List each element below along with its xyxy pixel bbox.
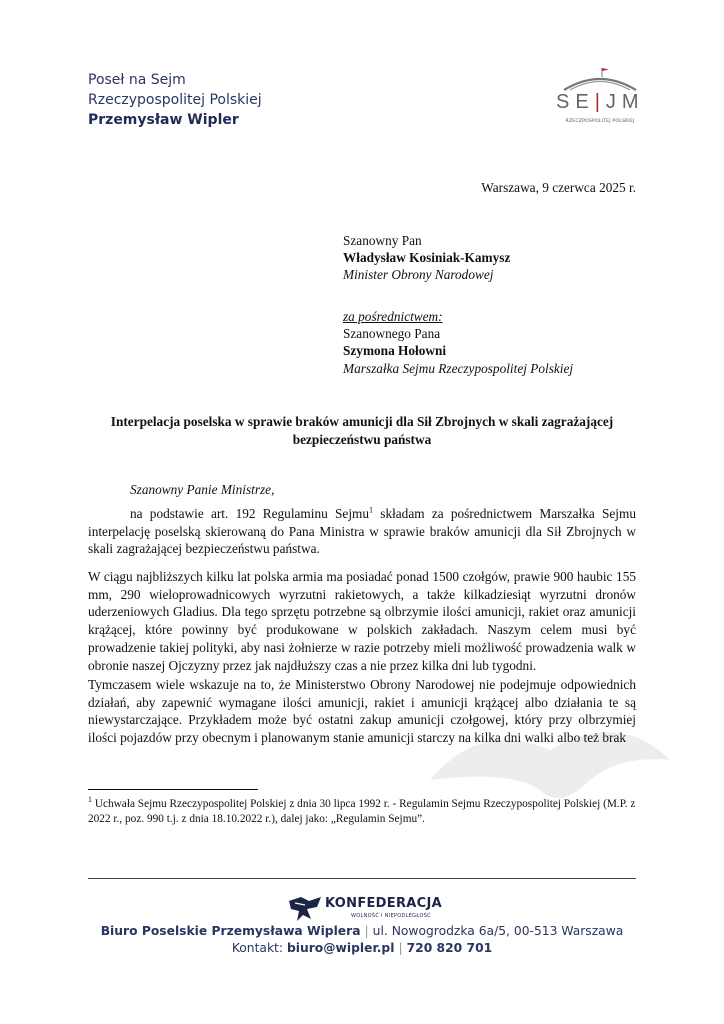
via-greeting: Szanownego Pana bbox=[343, 326, 441, 342]
sejm-building-icon bbox=[556, 64, 644, 94]
recipient-name: Władysław Kosiniak-Kamysz bbox=[343, 250, 511, 266]
konfederacja-name: KONFEDERACJA bbox=[325, 896, 442, 911]
footnote-text: Uchwała Sejmu Rzeczypospolitej Polskiej z dnia 30 lipca 1992 r. - Regulamin Sejmu Rzeczypospolitej Polskiej (M.P. z 2022 r., poz. 990 t.j. z dnia 18.10.2022 r.), dalej jako: „Regulamin Sejmu”. bbox=[88, 798, 636, 825]
sejm-logo bbox=[556, 64, 644, 130]
via-block bbox=[343, 308, 573, 377]
footer-divider bbox=[88, 878, 636, 879]
contact-email-link[interactable]: biuro@wipler.pl bbox=[286, 941, 395, 955]
letter-subject: Interpelacja poselska w sprawie braków amunicji dla Sił Zbrojnych w skali zagrażającej bezpieczeństwu państwa bbox=[110, 414, 614, 447]
body-paragraph-1 bbox=[88, 505, 636, 558]
sender-line-2: Rzeczypospolitej Polskiej bbox=[88, 92, 262, 108]
sejm-logo-subtitle: RZECZPOSPOLITEJ POLSKIEJ bbox=[565, 119, 635, 124]
sejm-letter-m: M bbox=[621, 91, 645, 113]
salutation: Szanowny Panie Ministrze, bbox=[130, 482, 275, 497]
body-paragraph-1-end: składam za pośrednictwem Marszałka Sejmu interpelację poselską skierowaną do Pana Ministra w sprawie braków amunicji dla Sił Zbrojnych w skali zagrażającej bezpieczeństwu państwa. bbox=[88, 506, 636, 557]
footer-separator-1: | bbox=[364, 924, 369, 938]
body-paragraph-1-start: na podstawie art. 192 Regulaminu Sejmu bbox=[130, 506, 370, 521]
recipient-block bbox=[343, 232, 510, 284]
sender-name: Przemysław Wipler bbox=[88, 112, 239, 128]
contact-line bbox=[88, 941, 636, 955]
via-label: za pośrednictwem: bbox=[343, 309, 443, 324]
office-address: ul. Nowogrodzka 6a/5, 00-513 Warszawa bbox=[372, 924, 624, 938]
recipient-role: Minister Obrony Narodowej bbox=[343, 267, 494, 283]
office-address-line bbox=[88, 924, 636, 938]
sejm-wordmark bbox=[556, 91, 644, 114]
via-name: Szymona Hołowni bbox=[343, 343, 447, 359]
contact-phone: 720 820 701 bbox=[406, 941, 493, 955]
recipient-greeting: Szanowny Pan bbox=[343, 233, 422, 248]
body-paragraph-2: W ciągu najbliższych kilku lat polska armia ma posiadać ponad 1500 czołgów, prawie 900 haubic 155 mm, 290 wieloprowadnicowych wyrzutni rakietowych, a także kilkadziesiąt wyrzutni dronów uderzeniowych Gladius. Dla tego sprzętu potrzebne są olbrzymie ilości amunicji, rakiet oraz amunicji krążącej, które powinny być produkowane w polskich zakładach. Naszym celem musi być prowadzenie takiej polityki, aby nasi żołnierze w razie potrzeby mieli możliwość prowadzenia walk w obronie naszej Ojczyzny przez jak najdłuższy czas a nie przez kilka dni lub tygodni. bbox=[88, 569, 636, 673]
letter-date: Warszawa, 9 czerwca 2025 r. bbox=[481, 180, 636, 195]
sejm-letter-s: S bbox=[556, 91, 576, 113]
konfederacja-logo bbox=[287, 893, 447, 927]
body-paragraph-3: Tymczasem wiele wskazuje na to, że Ministerstwo Obrony Narodowej nie podejmuje odpowiednich działań, aby zapewnić wymagane ilości amunicji, rakiet i amunicji krążącej albo działania te są niewystarczające. Przykładem może być ostatni zakup amunicji czołgowej, który przy olbrzymiej ilości pojazdów przy obecnym i planowanym stanie amunicji starczy na kilka dni walki albo też brak bbox=[88, 677, 636, 746]
footnote-marker: 1 bbox=[88, 795, 92, 805]
konfederacja-subtitle: WOLNOŚĆ I NIEPODLEGŁOŚĆ bbox=[351, 913, 431, 919]
office-name: Biuro Poselskie Przemysława Wiplera bbox=[100, 924, 361, 938]
footnote-ref-1[interactable]: 1 bbox=[369, 505, 374, 515]
sejm-bar: | bbox=[594, 91, 606, 113]
sender-line-1: Poseł na Sejm bbox=[88, 72, 186, 88]
footnote bbox=[88, 797, 636, 827]
footnote-divider bbox=[88, 789, 258, 790]
sejm-letter-e: E bbox=[575, 91, 595, 113]
sender-block bbox=[88, 70, 262, 130]
footer-separator-2: | bbox=[398, 941, 403, 955]
contact-label: Kontakt: bbox=[231, 941, 287, 955]
via-role: Marszałka Sejmu Rzeczypospolitej Polskiej bbox=[343, 360, 574, 376]
konfederacja-eagle-icon bbox=[287, 893, 323, 925]
sejm-letter-j: J bbox=[605, 91, 622, 113]
